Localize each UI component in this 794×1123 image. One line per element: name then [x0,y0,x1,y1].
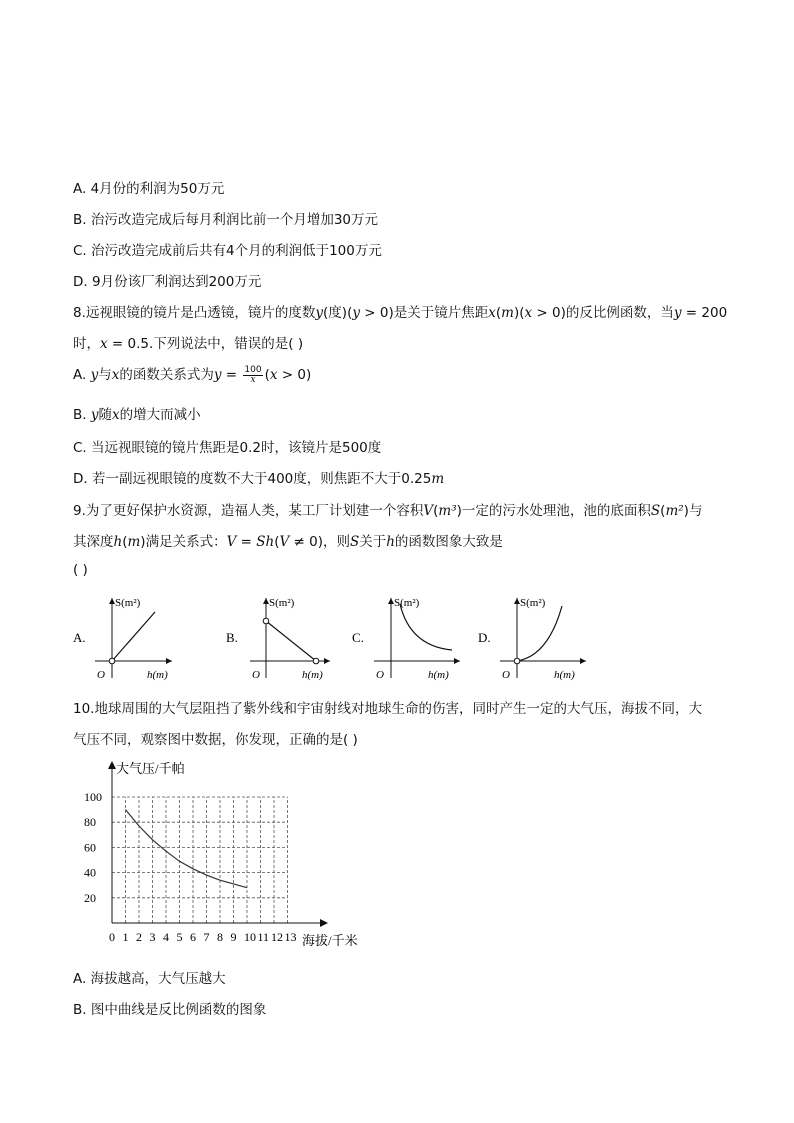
y-tick-label: 60 [84,840,96,855]
var-v: V [279,534,290,550]
q7-option-a: A. 4月份的利润为50万元 [73,181,225,197]
denominator: x [250,374,256,385]
chart-x-ticks [109,930,297,944]
q9-stem-line1 [73,499,702,519]
graph-c [352,597,460,681]
var-sh: Sh [256,534,275,550]
var-x: x [112,407,120,423]
text: 的函数关系式为 [119,367,214,383]
pressure-altitude-chart [80,755,380,955]
unit: m² [665,503,684,519]
x-tick-label: 10 [244,930,256,944]
text: > 0)是关于镜片焦距 [359,305,489,321]
text: )( [513,305,525,321]
x-tick-label: 7 [203,930,210,944]
x-tick-label: 2 [136,930,142,944]
text: B. [73,407,91,423]
text: = [236,534,257,550]
q8-option-d [73,467,444,487]
x-tick-label: 6 [190,930,196,944]
var-s: S [349,534,360,550]
graph-d-label: D. [478,630,491,645]
text: 8.远视眼镜的镜片是凸透镜，镜片的度数 [73,305,316,321]
graph-d-origin: O [502,669,510,681]
text: 其深度 [73,534,114,550]
text: 关于 [359,534,387,550]
graph-c-xlabel: h(m) [428,669,449,681]
text: = 200 [681,305,728,321]
q10-stem-line2: 气压不同，观察图中数据，你发现，正确的是( ) [73,732,358,748]
text: A. [73,367,91,383]
q8-option-c: C. 当远视眼镜的镜片焦距是0.2时，该镜片是500度 [73,440,382,456]
y-tick-label: 100 [84,790,102,804]
text: 与 [98,367,112,383]
graph-d-xlabel: h(m) [554,669,575,681]
text: 的增大而减小 [119,407,201,423]
var-h: h [386,534,395,550]
text: = 0.5.下列说法中，错误的是( ) [107,336,304,352]
x-tick-label: 0 [109,930,115,944]
graph-c-label: C. [352,630,364,645]
graph-b-origin: O [252,669,260,681]
var-x: x [524,305,533,321]
graph-a [73,597,172,681]
text: > 0) [277,367,312,383]
q10-option-a: A. 海拔越高，大气压越大 [73,971,226,987]
text: ≠ 0)，则 [289,534,350,550]
q7-option-b: B. 治污改造完成后每月利润比前一个月增加30万元 [73,212,379,228]
graph-b-label: B. [226,630,238,645]
text: > 0)的反比例函数，当 [532,305,674,321]
graph-c-origin: O [376,669,384,681]
chart-ylabel: 大气压/千帕 [116,761,185,776]
x-tick-label: 3 [149,930,156,944]
graph-b-xlabel: h(m) [302,669,323,681]
var-v: V [226,534,237,550]
var-m: m [501,305,514,321]
x-tick-label: 1 [122,930,129,944]
numerator: 100 [244,364,262,375]
unit: m [127,534,141,550]
var-y: y [213,367,222,383]
text: 随 [98,407,112,423]
chart-y-ticks [84,790,102,905]
q7-option-d: D. 9月份该厂利润达到200万元 [73,274,262,290]
var-v: V [423,503,434,519]
var-s: S [650,503,661,519]
graph-a-label: A. [73,630,86,645]
x-tick-label: 8 [217,930,223,944]
q9-answer-paren: ( ) [73,562,88,578]
var-y: y [315,305,324,321]
text: = [221,367,242,383]
graph-b-ylabel: S(m²) [269,597,295,609]
graph-a-origin: O [97,669,105,681]
unit: m³ [438,503,457,519]
q9-graphs [0,590,794,685]
x-tick-label: 12 [271,930,283,944]
text: ( [122,534,128,550]
q10-stem-line1: 10.地球周围的大气层阻挡了紫外线和宇宙射线对地球生命的伤害，同时产生一定的大气压，海拔不同，大 [73,701,702,717]
q8-option-a [73,363,311,385]
var-m: m [431,471,445,487]
chart-axes [108,761,328,927]
var-y: y [90,407,99,423]
y-tick-label: 40 [84,865,96,880]
q8-option-b [73,403,201,423]
graph-c-ylabel: S(m²) [394,597,420,609]
var-h: h [113,534,123,550]
text: ( [274,534,280,550]
text: 9.为了更好保护水资源，造福人类，某工厂计划建一个容积 [73,503,424,519]
var-x: x [269,367,278,383]
text: 时， [73,336,100,352]
x-tick-label: 13 [284,930,297,944]
text: ( [433,503,439,519]
text: ( [264,367,270,383]
chart-xlabel: 海拔/千米 [302,933,358,948]
var-y: y [352,305,360,321]
text: )与 [683,503,703,519]
q7-option-c: C. 治污改造完成前后共有4个月的利润低于100万元 [73,243,382,259]
text: 的函数图象大致是 [394,534,503,550]
var-x: x [100,336,108,352]
x-tick-label: 4 [163,930,169,944]
q10-option-b: B. 图中曲线是反比例函数的图象 [73,1002,267,1018]
graph-a-ylabel: S(m²) [115,597,141,609]
text: )一定的污水处理池，池的底面积 [456,503,651,519]
q8-stem-line1 [73,301,727,321]
y-tick-label: 80 [84,815,96,830]
graph-b [226,597,330,681]
graph-a-xlabel: h(m) [147,669,168,681]
x-tick-label: 5 [176,930,183,944]
var-y: y [90,367,99,383]
text: ( [660,503,666,519]
var-y: y [673,305,682,321]
graph-d [478,597,586,681]
q9-stem-line2 [73,530,503,550]
var-x: x [111,367,120,383]
text: )满足关系式： [140,534,227,550]
var-x: x [488,305,496,321]
text: ( [495,305,502,321]
x-tick-label: 9 [230,930,237,944]
text: (度)( [323,305,353,321]
chart-grid [112,797,288,923]
x-tick-label: 11 [257,930,270,944]
text: D. 若一副远视眼镜的度数不大于400度，则焦距不大于0.25 [73,471,432,487]
graph-d-ylabel: S(m²) [520,597,546,609]
fraction [243,366,262,385]
q8-stem-line2 [73,332,303,352]
y-tick-label: 20 [84,890,96,905]
series-line [126,810,248,888]
